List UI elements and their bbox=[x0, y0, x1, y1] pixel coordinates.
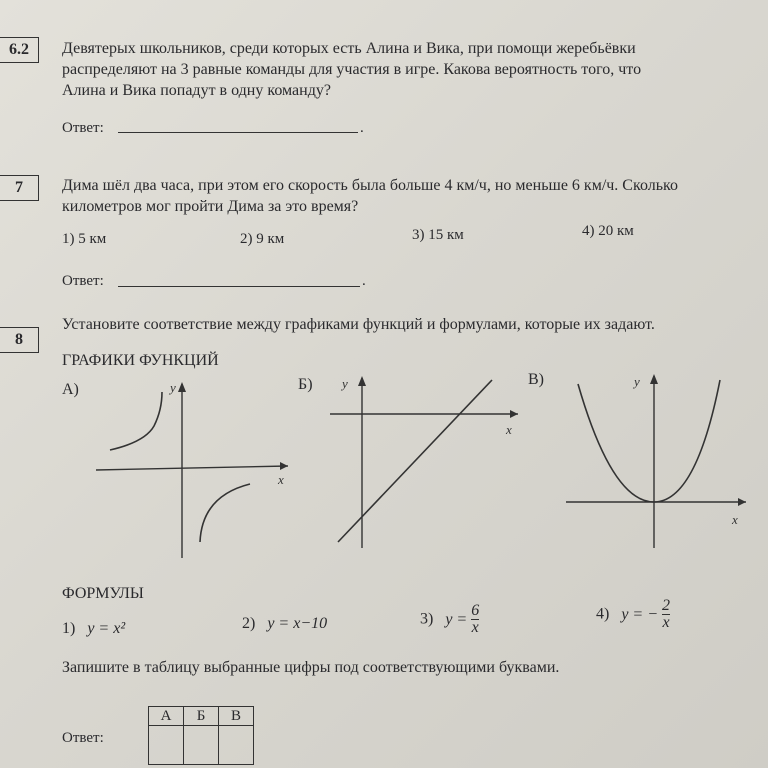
graphs-heading: ГРАФИКИ ФУНКЦИЙ bbox=[62, 352, 219, 369]
formula-1-number: 1) bbox=[62, 620, 76, 637]
graph-b-y-label: y bbox=[342, 376, 348, 391]
graph-a-x-arrow bbox=[280, 462, 288, 470]
graph-c-x-label: x bbox=[732, 512, 738, 527]
q7-answer-field[interactable] bbox=[118, 286, 360, 287]
q7-answer-period: . bbox=[362, 273, 366, 289]
graph-c-curve bbox=[578, 380, 720, 502]
q62-answer-label: Ответ: bbox=[62, 120, 104, 136]
graph-c-y-arrow bbox=[650, 374, 658, 384]
graph-label-a: А) bbox=[62, 381, 79, 398]
q62-answer-field[interactable] bbox=[118, 132, 358, 133]
formula-4-number: 4) bbox=[596, 605, 610, 623]
graph-c-parabola bbox=[560, 372, 750, 550]
answer-table-header-c: В bbox=[219, 707, 254, 726]
formulas-heading: ФОРМУЛЫ bbox=[62, 585, 144, 602]
graph-b-y-arrow bbox=[358, 376, 366, 386]
formula-1[interactable] bbox=[62, 620, 125, 638]
formula-3-denominator: x bbox=[471, 619, 479, 636]
formula-4-fraction bbox=[662, 598, 670, 631]
q7-option-4[interactable]: 4) 20 км bbox=[582, 223, 634, 239]
q62-text-line2: распределяют на 3 равные команды для участия в игре. Какова вероятность того, что bbox=[62, 61, 642, 78]
graph-label-b: Б) bbox=[298, 376, 313, 393]
question-number-6-2: 6.2 bbox=[0, 37, 39, 63]
graph-a-hyperbola bbox=[90, 378, 295, 560]
formula-3-number: 3) bbox=[420, 610, 434, 628]
formula-2-expression: y = x−10 bbox=[267, 615, 328, 632]
formula-4-lhs: y = − bbox=[621, 605, 659, 623]
q7-option-1[interactable]: 1) 5 км bbox=[62, 231, 107, 247]
graph-a-lower-branch bbox=[200, 484, 250, 542]
graph-b-x-arrow bbox=[510, 410, 518, 418]
graph-a-x-axis bbox=[96, 466, 288, 470]
formula-4-denominator: x bbox=[662, 614, 670, 631]
q8-answer-table bbox=[148, 706, 254, 765]
answer-cell-b[interactable] bbox=[184, 726, 219, 765]
formula-3[interactable] bbox=[420, 603, 479, 636]
q8-text: Установите соответствие между графиками функций и формулами, которые их задают. bbox=[62, 316, 655, 333]
q7-text-line1: Дима шёл два часа, при этом его скорость была больше 4 км/ч, но меньше 6 км/ч. Сколько bbox=[62, 177, 678, 194]
answer-table-header-a: А bbox=[149, 707, 184, 726]
graph-a-x-label: x bbox=[278, 472, 284, 487]
graph-a-y-label: y bbox=[170, 380, 176, 395]
graph-b-x-label: x bbox=[506, 422, 512, 437]
formula-4-numerator: 2 bbox=[662, 597, 671, 614]
formula-3-numerator: 6 bbox=[471, 602, 480, 619]
formula-3-fraction bbox=[471, 603, 479, 636]
graph-label-c: В) bbox=[528, 371, 544, 388]
graph-b-line bbox=[322, 372, 522, 550]
answer-cell-a[interactable] bbox=[149, 726, 184, 765]
q7-answer-label: Ответ: bbox=[62, 273, 104, 289]
q8-answer-label: Ответ: bbox=[62, 730, 104, 746]
formula-2-number: 2) bbox=[242, 615, 256, 632]
graph-b-graph-line bbox=[338, 380, 492, 542]
formula-3-lhs: y = bbox=[445, 610, 468, 628]
q7-option-2[interactable]: 2) 9 км bbox=[240, 231, 285, 247]
graph-c-y-label: y bbox=[634, 374, 640, 389]
q62-answer-period: . bbox=[360, 120, 364, 136]
answer-table-header-b: Б bbox=[184, 707, 219, 726]
q8-instruction: Запишите в таблицу выбранные цифры под соответствующими буквами. bbox=[62, 659, 560, 676]
graph-a-upper-branch bbox=[110, 392, 162, 450]
formula-2[interactable] bbox=[242, 615, 327, 633]
q62-text-line3: Алина и Вика попадут в одну команду? bbox=[62, 82, 331, 99]
question-number-7: 7 bbox=[0, 175, 39, 201]
question-number-8: 8 bbox=[0, 327, 39, 353]
q62-text-line1: Девятерых школьников, среди которых есть Алина и Вика, при помощи жеребьёвки bbox=[62, 40, 636, 57]
graph-a-y-arrow bbox=[178, 382, 186, 392]
answer-cell-c[interactable] bbox=[219, 726, 254, 765]
graph-c-x-arrow bbox=[738, 498, 746, 506]
formula-4[interactable] bbox=[596, 598, 670, 631]
q7-option-3[interactable]: 3) 15 км bbox=[412, 227, 464, 243]
formula-1-expression: y = x² bbox=[87, 620, 126, 637]
q7-text-line2: километров мог пройти Дима за это время? bbox=[62, 198, 359, 215]
